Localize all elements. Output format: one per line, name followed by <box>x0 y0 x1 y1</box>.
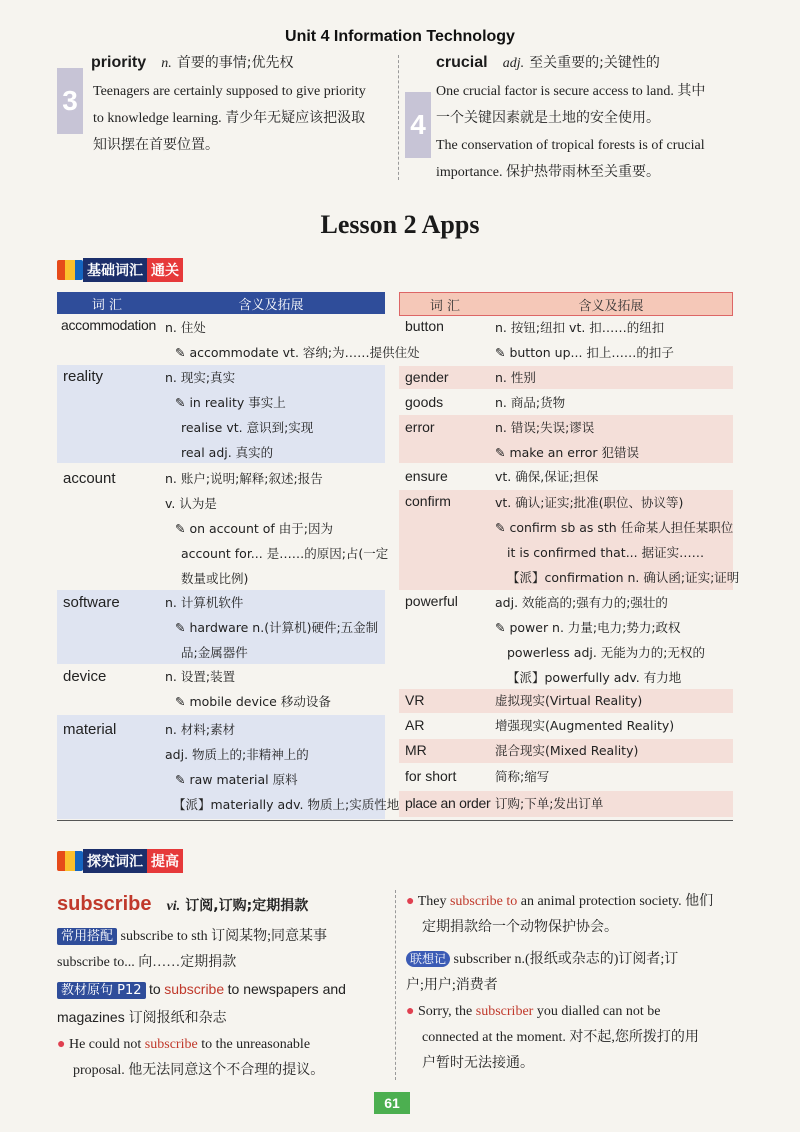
association-tag: 联想记 <box>406 951 450 967</box>
textbook-tag: 教材原句 P12 <box>57 982 146 999</box>
table-row: button n. 按钮;纽扣 vt. 扣……的纽扣 ✎ button up... 扣上……的扣子 <box>405 318 674 360</box>
table-row: reality n. 现实;真实 ✎ in reality 事实上 realise vt. 意识到;实现 real adj. 真实的 <box>57 365 385 463</box>
headword-priority: priority <box>91 54 147 71</box>
unit-title: Unit 4 Information Technology <box>285 28 515 45</box>
table-row: error n. 错误;失误;谬误 ✎ make an error 犯错误 <box>399 415 733 463</box>
card-priority: priority n. 首要的事情;优先权 <box>91 54 294 71</box>
table-row: powerful adj. 效能高的;强有力的;强壮的 ✎ power n. 力量;电力;势力;政权 powerless adj. 无能为力的;无权的 【派】powerfully adv. 有力地 <box>405 593 706 685</box>
right-table-header: 词 汇 含义及拓展 <box>399 292 733 316</box>
left-table-header: 词 汇 含义及拓展 <box>57 292 385 314</box>
page-number: 61 <box>374 1092 410 1114</box>
card-divider <box>398 55 400 180</box>
table-row: MR 混合现实(Mixed Reality) <box>399 739 733 763</box>
card-crucial: crucial adj. 至关重要的;关键性的 <box>436 54 660 71</box>
table-row: confirm vt. 确认;证实;批准(职位、协议等) ✎ confirm sb as sth 任命某人担任某职位 it is confirmed that... 据证实…… 【派】confirmation n. 确认函;证实;证明 <box>399 490 733 590</box>
subscribe-entry: subscribe vi. 订阅,订购;定期捐款 <box>57 893 309 915</box>
headword-subscribe: subscribe <box>57 893 152 915</box>
table-row: accommodation n. 住处 ✎ accommodate vt. 容纳;为……提供住处 <box>61 317 420 360</box>
subscribe-examples: ● They subscribe to an animal protection society. 他们 定期捐款给一个动物保护协会。 联想记 subscriber n.(报纸或杂志的)订阅者;订 户;用户;消费者 ● Sorry, the subscriber you dialled can not be connected at the moment. 对不起,您所拨打的用 户暂时无法接通。 <box>406 894 714 1071</box>
subscribe-collocations: 常用搭配 subscribe to sth 订阅某物;同意某事 subscribe to... 向……定期捐款 教材原句 P12 to subscribe to newspapers and magazines 订阅报纸和杂志 ● He could not subscribe to the unreasonable proposal. 他无法同意这个不合理的提议。 <box>57 929 346 1078</box>
headword-crucial: crucial <box>436 54 488 71</box>
table-row: software n. 计算机软件 ✎ hardware n.(计算机)硬件;五金制 品;金属器件 <box>57 590 385 664</box>
collocation-tag: 常用搭配 <box>57 928 117 945</box>
section-explore-vocab: 探究词汇 提高 <box>57 850 183 872</box>
book-icon <box>57 851 83 871</box>
table-bottom-rule <box>57 820 733 821</box>
table-row: VR 虚拟现实(Virtual Reality) <box>399 689 733 713</box>
table-row: gender n. 性别 <box>399 366 733 389</box>
section-basic-vocab: 基础词汇 通关 <box>57 259 183 281</box>
card-number-4: 4 <box>405 92 431 158</box>
table-row: material n. 材料;素材 adj. 物质上的;非精神上的 ✎ raw material 原料 【派】materially adv. 物质上;实质性地 <box>57 715 385 819</box>
bottom-divider <box>395 890 397 1080</box>
table-row: account n. 账户;说明;解释;叙述;报告 v. 认为是 ✎ on account of 由于;因为 account for... 是……的原因;占(一定 数量或比例) <box>63 470 389 586</box>
table-row: for short 简称;缩写 <box>405 768 550 784</box>
table-row: goods n. 商品;货物 <box>405 394 566 410</box>
table-row: AR 增强现实(Augmented Reality) <box>405 717 675 733</box>
table-row: device n. 设置;装置 ✎ mobile device 移动设备 <box>63 668 331 709</box>
table-row: place an order 订购;下单;发出订单 <box>399 791 733 817</box>
card-crucial-example: One crucial factor is secure access to land. 其中 一个关键因素就是土地的安全使用。 The conservation of tropical forests is of crucial importance. 保护热带雨林至关重要。 <box>436 84 706 180</box>
card-number-3: 3 <box>57 68 83 134</box>
book-icon <box>57 260 83 280</box>
card-priority-example: Teenagers are certainly supposed to give priority to knowledge learning. 青少年无疑应该把汲取 知识摆在首要位置。 <box>93 84 366 153</box>
lesson-title: Lesson 2 Apps <box>320 210 480 239</box>
table-row: ensure vt. 确保,保证;担保 <box>405 468 599 484</box>
